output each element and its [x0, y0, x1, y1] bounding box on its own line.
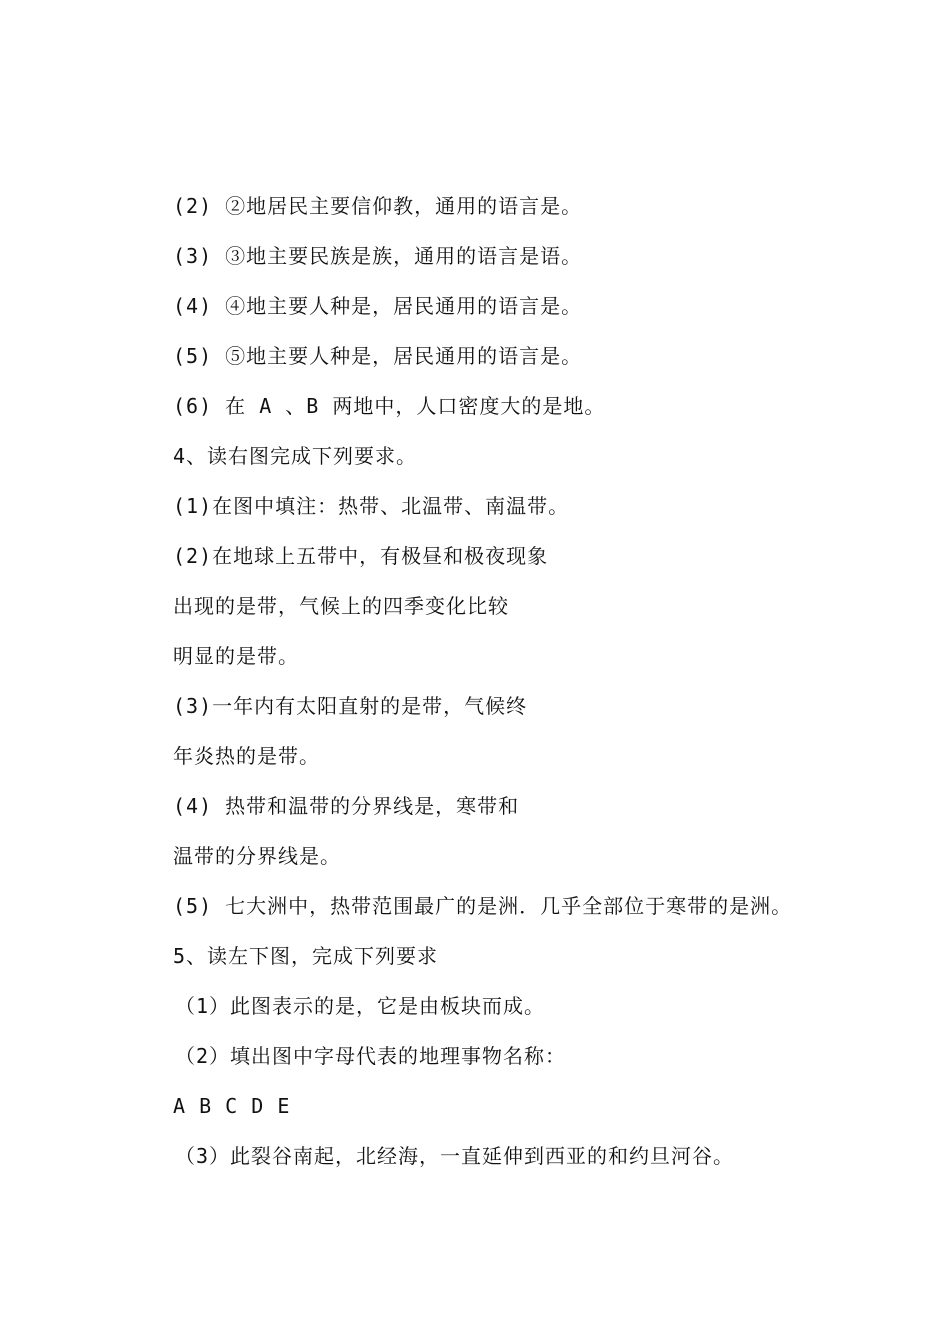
- question-heading: 5、读左下图，完成下列要求: [173, 944, 439, 968]
- text-line: 年炎热的是带。: [173, 744, 320, 768]
- text-line: （2）填出图中字母代表的地理事物名称：: [175, 1044, 567, 1068]
- text-line: (2)在地球上五带中，有极昼和极夜现象: [173, 544, 549, 568]
- text-line: (4) 热带和温带的分界线是，寒带和: [173, 794, 520, 818]
- answer-letters: A B C D E: [173, 1094, 291, 1118]
- text-line: （1）此图表示的是，它是由板块而成。: [175, 994, 546, 1018]
- text-line: (3) ③地主要民族是族，通用的语言是语。: [173, 244, 583, 268]
- text-line: 温带的分界线是。: [173, 844, 341, 868]
- text-line: (3)一年内有太阳直射的是带，气候终: [173, 694, 528, 718]
- document-body: [173, 186, 913, 1186]
- text-line: 出现的是带，气候上的四季变化比较: [173, 594, 509, 618]
- question-heading: 4、读右图完成下列要求。: [173, 444, 418, 468]
- text-line: (2) ②地居民主要信仰教，通用的语言是。: [173, 194, 583, 218]
- text-line: (5) 七大洲中，热带范围最广的是洲．几乎全部位于寒带的是洲。: [173, 894, 793, 918]
- text-line: 明显的是带。: [173, 644, 299, 668]
- text-line: (1)在图中填注：热带、北温带、南温带。: [173, 494, 570, 518]
- text-line: (4) ④地主要人种是，居民通用的语言是。: [173, 294, 583, 318]
- text-line: (5) ⑤地主要人种是，居民通用的语言是。: [173, 344, 583, 368]
- text-line: (6) 在 A 、B 两地中，人口密度大的是地。: [173, 394, 606, 418]
- text-line: （3）此裂谷南起，北经海，一直延伸到西亚的和约旦河谷。: [175, 1144, 735, 1168]
